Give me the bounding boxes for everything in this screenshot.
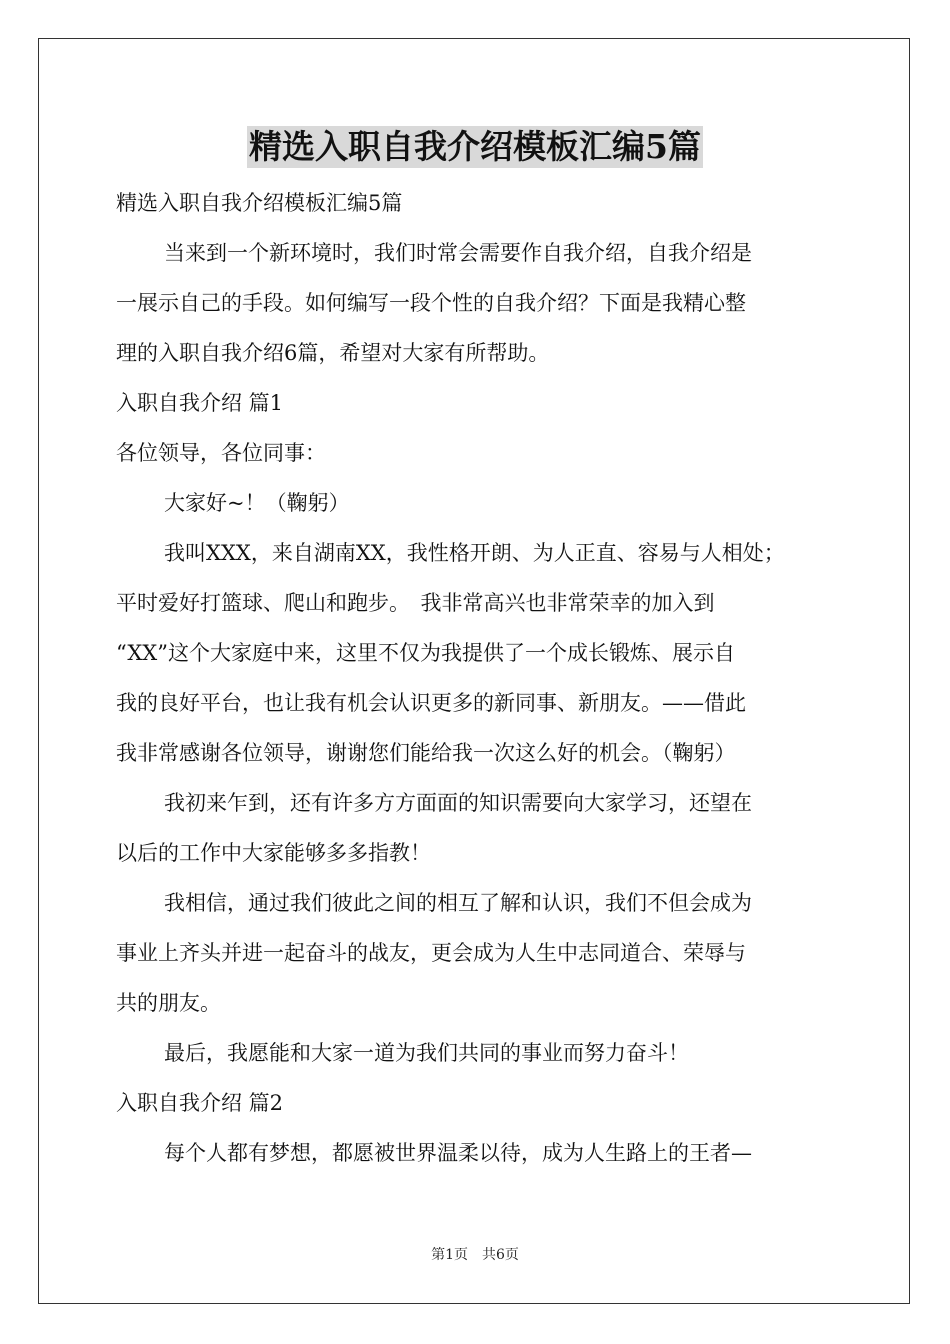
text-line: 大家好~！（鞠躬）	[164, 491, 350, 515]
text-line: 以后的工作中大家能够多多指教！	[116, 841, 431, 865]
text-line: 入职自我介绍 篇2	[116, 1091, 284, 1115]
text-line: 理的入职自我介绍6篇，希望对大家有所帮助。	[116, 341, 550, 365]
text-line: 我的良好平台，也让我有机会认识更多的新同事、新朋友。——借此	[116, 691, 746, 715]
text-line: 我非常感谢各位领导，谢谢您们能给我一次这么好的机会。（鞠躬）	[116, 741, 736, 765]
text-line: 精选入职自我介绍模板汇编5篇	[116, 191, 403, 215]
page-footer: 第1页 共6页	[431, 1247, 519, 1263]
text-line: 我相信，通过我们彼此之间的相互了解和认识，我们不但会成为	[164, 891, 752, 915]
text-line: “XX”这个大家庭中来，这里不仅为我提供了一个成长锻炼、展示自	[116, 641, 735, 665]
text-line: 一展示自己的手段。如何编写一段个性的自我介绍？下面是我精心整	[116, 291, 746, 315]
text-line: 最后，我愿能和大家一道为我们共同的事业而努力奋斗！	[164, 1041, 689, 1065]
text-line: 当来到一个新环境时，我们时常会需要作自我介绍，自我介绍是	[164, 241, 752, 265]
text-line: 事业上齐头并进一起奋斗的战友，更会成为人生中志同道合、荣辱与	[116, 941, 746, 965]
text-line: 各位领导，各位同事：	[116, 441, 326, 465]
text-line: 我初来乍到，还有许多方方面面的知识需要向大家学习，还望在	[164, 791, 752, 815]
text-line: 入职自我介绍 篇1	[116, 391, 284, 415]
text-line: 我叫XXX，来自湖南XX，我性格开朗、为人正直、容易与人相处；	[164, 541, 785, 565]
title-area	[0, 126, 950, 168]
text-line: 每个人都有梦想，都愿被世界温柔以待，成为人生路上的王者—	[164, 1141, 752, 1165]
document-title: 精选入职自我介绍模板汇编5篇	[249, 127, 701, 166]
text-line: 共的朋友。	[116, 991, 221, 1015]
document-body	[116, 178, 856, 1178]
text-line: 平时爱好打篮球、爬山和跑步。 我非常高兴也非常荣幸的加入到	[116, 591, 715, 615]
